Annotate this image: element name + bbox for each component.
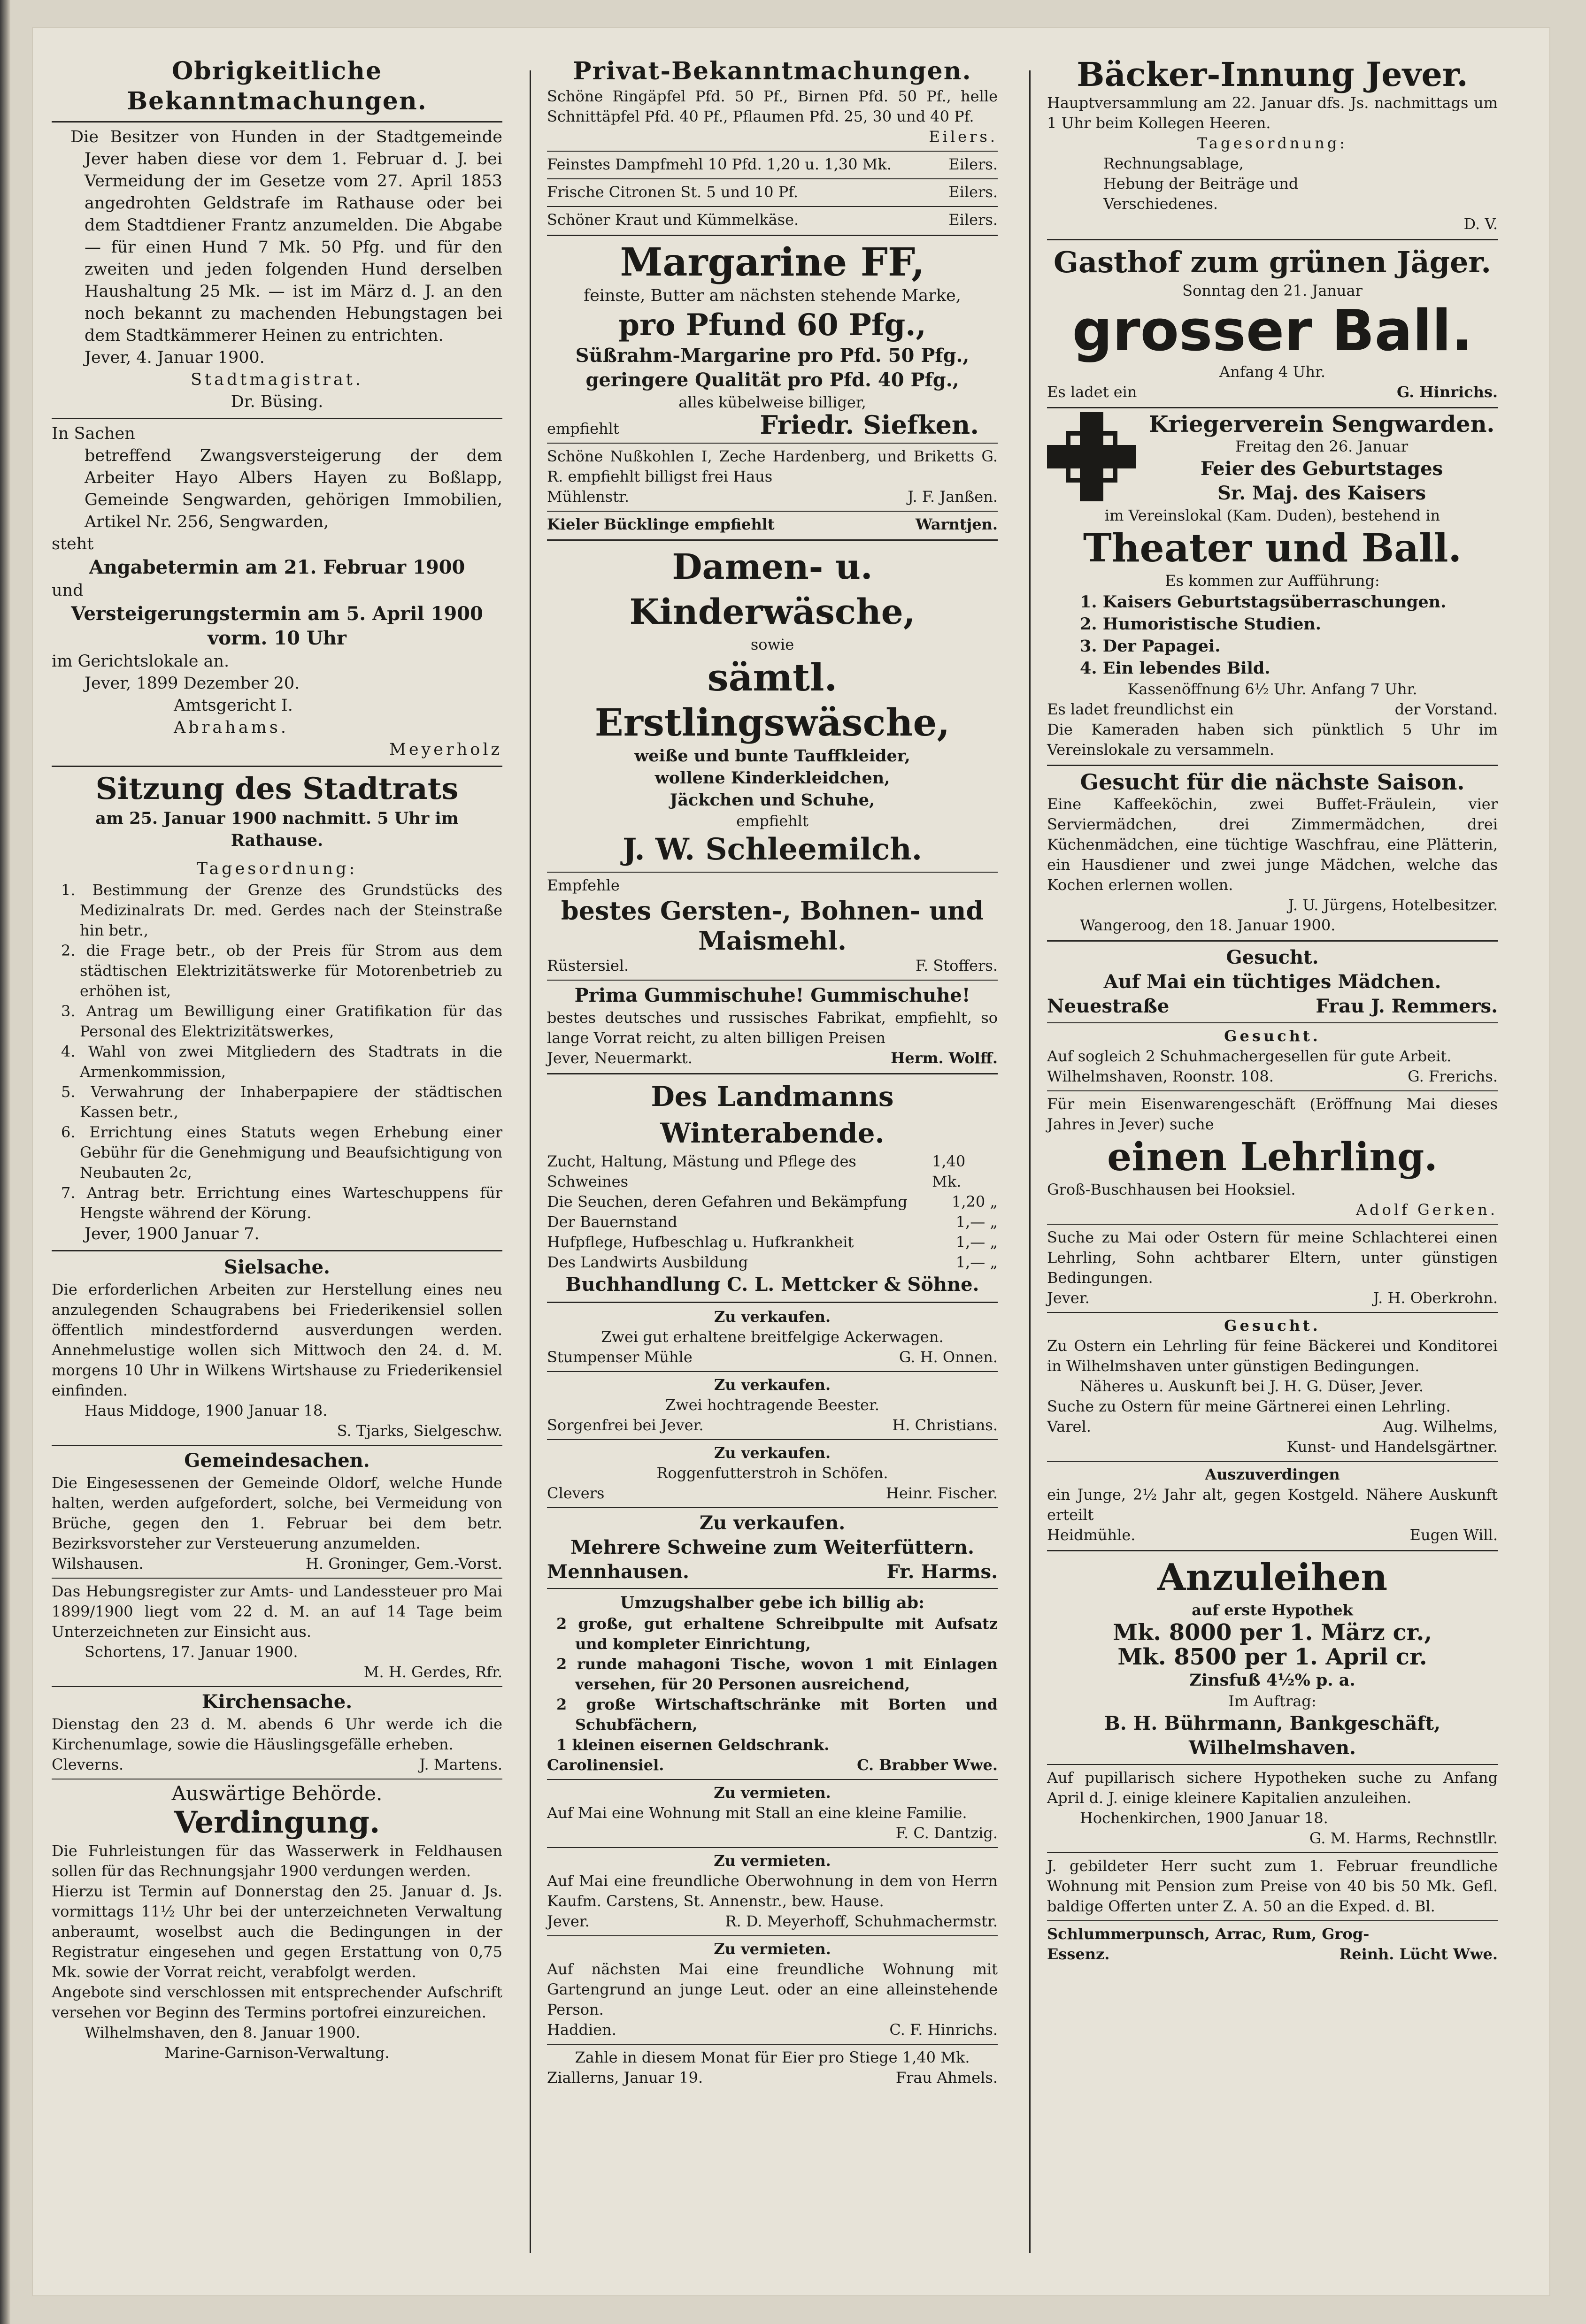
auction-time: vorm. 10 Uhr	[208, 627, 346, 649]
inn-ball: grosser Ball.	[1072, 299, 1473, 364]
baker-guild-agenda	[1047, 153, 1498, 214]
auction-court: Amtsgericht I.	[174, 696, 293, 715]
linen-seller: J. W. Schleemilch.	[623, 832, 922, 867]
gardener-title: Kunst- und Handelsgärtner.	[1286, 1438, 1498, 1456]
lemon-ad-signature: Eilers.	[948, 183, 998, 201]
moving-sale-signature-row	[547, 1755, 998, 1775]
punch-ad-essenz: Essenz.	[1047, 1945, 1110, 1963]
tender-date: Wilhelmshaven, den 8. Januar 1900.	[85, 2024, 361, 2041]
book-item	[547, 1192, 998, 1212]
divider	[547, 1935, 998, 1936]
apprentice-text: Für mein Eisenwarengeschäft (Eröffnung Mai dieses Jahres in Jever) suche	[1047, 1095, 1498, 1133]
tax-register-signature: M. H. Gerdes, Rfr.	[363, 1663, 502, 1681]
mortgage-text: Auf pupillarisch sichere Hypotheken suche zu Anfang April d. J. einige kleinere Kapitalien anzuleihen.	[1047, 1769, 1498, 1807]
iron-cross-icon	[1047, 412, 1136, 501]
divider	[547, 151, 998, 152]
sale-2-text: Zwei hochtragende Beester.	[665, 1396, 879, 1414]
book-price: 1,— „	[955, 1213, 998, 1231]
baker-agenda-item: Rechnungsablage,	[1103, 154, 1244, 172]
veterans-signature-row	[1047, 699, 1498, 720]
eggs-signature-row	[547, 2068, 998, 2088]
buckling-seller: Warntjen.	[915, 515, 998, 533]
divider	[547, 1507, 998, 1508]
gardener-place: Varel.	[1047, 1418, 1091, 1435]
veterans-assembly: Die Kameraden haben sich pünktlich 5 Uhr im Vereinslokale zu versammeln.	[1047, 721, 1498, 759]
book-price: 1,40 Mk.	[932, 1152, 966, 1190]
coal-place: Mühlenstr.	[547, 488, 629, 506]
veterans-heading: Kriegerverein Sengwarden.	[1148, 412, 1495, 437]
moving-sale-item: 2 runde mahagoni Tische, wovon 1 mit Einlagen versehen, für 20 Personen ausreichend,	[556, 1655, 998, 1693]
sale-2-heading: Zu verkaufen.	[714, 1376, 831, 1394]
divider	[52, 766, 502, 767]
column-2	[547, 56, 998, 2088]
veterans-theater-ball: Theater und Ball.	[1083, 526, 1462, 571]
flour2-place: Rüstersiel.	[547, 957, 629, 974]
rent-2-place: Jever.	[547, 1912, 590, 1930]
auction-judge: Abrahams.	[174, 718, 289, 737]
tender-text-3: Angebote sind verschlossen mit entsprechender Aufschrift versehen vor Beginn des Termins portofrei einzureichen.	[52, 1983, 502, 2021]
dog-tax-signature: Dr. Büsing.	[231, 392, 323, 411]
wanted-season-signature: J. U. Jürgens, Hotelbesitzer.	[1288, 896, 1498, 914]
wanted-baker-info: Näheres u. Auskunft bei J. H. G. Düser, Jever.	[1080, 1377, 1424, 1395]
book-price: 1,20 „	[952, 1193, 998, 1211]
wanted-baker-heading: Gesucht.	[1224, 1317, 1321, 1335]
book-title: Hufpflege, Hufbeschlag u. Hufkrankheit	[547, 1233, 854, 1251]
baker-guild-heading: Bäcker-Innung Jever.	[1077, 55, 1468, 94]
sale-3-heading: Zu verkaufen.	[714, 1444, 831, 1462]
inn-invite: Es ladet ein	[1047, 383, 1137, 401]
loan-on-behalf: Im Auftrag:	[1228, 1692, 1317, 1710]
wanted-maid-heading: Gesucht.	[1226, 946, 1319, 968]
veterans-times: Kassenöffnung 6½ Uhr. Anfang 7 Uhr.	[1127, 680, 1417, 698]
sluice-heading: Sielsache.	[224, 1256, 330, 1278]
loan-heading: Anzuleihen	[1157, 1556, 1388, 1599]
baker-guild-agenda-label: Tagesordnung:	[1197, 134, 1347, 152]
council-session-heading: Sitzung des Stadtrats	[95, 771, 459, 806]
council-agenda-list	[52, 880, 502, 1223]
sale-1-signature-row	[547, 1347, 998, 1367]
wanted-maid-signature-row	[1047, 994, 1498, 1019]
sale-4-place: Mennhausen.	[547, 1561, 689, 1583]
auction-date: Jever, 1899 Dezember 20.	[85, 674, 300, 693]
dog-tax-office: Stadtmagistrat.	[191, 370, 363, 389]
book-item	[547, 1212, 998, 1232]
divider	[1047, 239, 1498, 240]
wanted-maid-place: Neuestraße	[1047, 995, 1170, 1017]
divider	[1047, 1550, 1498, 1551]
divider	[52, 1686, 502, 1687]
book-title: Die Seuchen, deren Gefahren und Bekämpfung	[547, 1193, 908, 1211]
council-date: Jever, 1900 Januar 7.	[85, 1225, 260, 1243]
moving-sale-place: Carolinensiel.	[547, 1756, 664, 1774]
flour2-seller: F. Stoffers.	[915, 957, 998, 974]
sale-4-signature-row	[547, 1560, 998, 1584]
church-signer: J. Martens.	[419, 1756, 502, 1773]
inn-date: Sonntag den 21. Januar	[1182, 282, 1363, 299]
linen-heading-2: sämtl. Erstlingswäsche,	[594, 655, 950, 744]
sale-1-text: Zwei gut erhaltene breitfelgige Ackerwagen.	[601, 1328, 944, 1346]
municipal-signer: H. Groninger, Gem.-Vorst.	[305, 1555, 502, 1572]
sale-2-seller: H. Christians.	[892, 1416, 998, 1434]
divider	[52, 1250, 502, 1251]
wanted-maid-employer: Frau J. Remmers.	[1316, 995, 1498, 1017]
divider	[547, 511, 998, 512]
book-title: Zucht, Haltung, Mästung und Pflege des Schweines	[547, 1152, 856, 1190]
veterans-board: der Vorstand.	[1394, 700, 1498, 718]
butcher-apprentice-text: Suche zu Mai oder Ostern für meine Schlachterei einen Lehrling, Sohn achtbarer Eltern, unter günstigen Bedingungen.	[1047, 1228, 1498, 1287]
divider	[1047, 1852, 1498, 1853]
linen-line-3: Jäckchen und Schuhe,	[670, 790, 875, 810]
program-item: 1. Kaisers Geburtstagsüberraschungen.	[1080, 592, 1447, 612]
moving-sale-item: 2 große, gut erhaltene Schreibpulte mit Aufsatz und kompleter Einrichtung,	[556, 1615, 998, 1653]
divider	[547, 206, 998, 207]
punch-ad-signature-row	[1047, 1944, 1498, 1964]
inn-heading: Gasthof zum grünen Jäger.	[1054, 245, 1491, 279]
divider	[1047, 1224, 1498, 1225]
farmer-books-heading: Des Landmanns Winterabende.	[651, 1081, 894, 1149]
divider	[547, 2044, 998, 2045]
margarine-seller: Friedr. Siefken.	[760, 410, 979, 440]
veterans-line-2: Feier des Geburtstages	[1200, 458, 1443, 480]
sale-1-heading: Zu verkaufen.	[714, 1308, 831, 1326]
punch-ad-seller: Reinh. Lücht Wwe.	[1339, 1945, 1498, 1963]
private-notices-heading: Privat-Bekanntmachungen.	[573, 57, 972, 85]
butcher-place: Jever.	[1047, 1289, 1090, 1307]
official-notices-heading: Obrigkeitliche Bekanntmachungen.	[127, 57, 427, 115]
page-binding-edge	[0, 0, 10, 2324]
program-item: 4. Ein lebendes Bild.	[1080, 659, 1270, 678]
wanted-shoemaker-signature-row	[1047, 1066, 1498, 1087]
rent-3-landlord: C. F. Hinrichs.	[889, 2021, 998, 2039]
agenda-item: 6. Errichtung eines Statuts wegen Erhebung einer Gebühr für die Genehmigung und Beaufsichtigung von Neubauten 2c,	[61, 1123, 502, 1181]
gardener-text: Suche zu Ostern für meine Gärtnerei einen Lehrling.	[1047, 1397, 1451, 1415]
divider	[1047, 1312, 1498, 1313]
church-heading: Kirchensache.	[201, 1691, 353, 1713]
coal-signature-row	[547, 487, 998, 507]
eggs-buyer: Frau Ahmels.	[895, 2069, 998, 2086]
agenda-item: 3. Antrag um Bewilligung einer Gratifikation für das Personal des Elektrizitätswerkes,	[61, 1002, 502, 1040]
book-title: Der Bauernstand	[547, 1213, 678, 1231]
column-divider-1	[530, 70, 531, 2253]
column-divider-2	[1029, 70, 1031, 2253]
lemon-ad	[547, 182, 998, 202]
divider	[1047, 1090, 1498, 1091]
rent-1-heading: Zu vermieten.	[714, 1784, 831, 1802]
column-3	[1047, 56, 1498, 1964]
gardener-signature-row	[1047, 1417, 1498, 1437]
apprentice-signature: Adolf Gerken.	[1355, 1201, 1498, 1219]
divider	[547, 1847, 998, 1848]
rent-2-heading: Zu vermieten.	[714, 1852, 831, 1870]
sale-4-heading: Zu verkaufen.	[699, 1512, 846, 1534]
sale-3-signature-row	[547, 1483, 998, 1503]
rent-1-text: Auf Mai eine Wohnung mit Stall an eine kleine Familie.	[547, 1804, 967, 1822]
sale-2-place: Sorgenfrei bei Jever.	[547, 1416, 704, 1434]
auction-steht: steht	[52, 535, 94, 553]
inn-host: G. Hinrichs.	[1396, 383, 1498, 401]
veterans-location: im Vereinslokal (Kam. Duden), bestehend in	[1104, 506, 1440, 524]
rent-3-text: Auf nächsten Mai eine freundliche Wohnung mit Gartengrund an junge Leut. oder an eine alleinstehende Person.	[547, 1960, 998, 2018]
divider	[1047, 1022, 1498, 1023]
council-session-date: am 25. Januar 1900 nachmitt. 5 Uhr im Rathause.	[95, 809, 459, 850]
flour2-signature-row	[547, 956, 998, 976]
sale-3-seller: Heinr. Fischer.	[885, 1484, 998, 1502]
agenda-item: 5. Verwahrung der Inhaberpapiere der städtischen Kassen betr.,	[61, 1083, 502, 1121]
municipal-heading: Gemeindesachen.	[184, 1450, 370, 1472]
gardener-employer: Aug. Wilhelms,	[1383, 1418, 1498, 1435]
rubber-shoes-heading: Prima Gummischuhe! Gummischuhe!	[574, 984, 970, 1006]
sluice-date: Haus Middoge, 1900 Januar 18.	[85, 1402, 328, 1419]
auction-clerk: Meyerholz	[389, 740, 502, 759]
tender-signature: Marine-Garnison-Verwaltung.	[164, 2044, 390, 2062]
rent-2-signature-row	[547, 1911, 998, 1932]
church-text: Dienstag den 23 d. M. abends 6 Uhr werde ich die Kirchenumlage, sowie die Häuslingsgefälle erheben.	[52, 1715, 502, 1753]
fruit-ad-signature: Eilers.	[929, 128, 998, 146]
dog-tax-date: Jever, 4. Januar 1900.	[85, 348, 265, 367]
sale-1-seller: G. H. Onnen.	[899, 1348, 998, 1366]
divider	[547, 1302, 998, 1303]
divider	[1047, 765, 1498, 766]
agenda-item: 4. Wahl von zwei Mitgliedern des Stadtrats in die Armenkommission,	[61, 1043, 502, 1081]
wanted-shoemaker-place: Wilhelmshaven, Roonstr. 108.	[1047, 1067, 1274, 1085]
margarine-line-4: geringere Qualität pro Pfd. 40 Pfg.,	[585, 369, 959, 391]
flour2-heading: bestes Gersten-, Bohnen- und Maismehl.	[561, 896, 984, 956]
divider	[547, 1588, 998, 1589]
wanted-shoemaker-employer: G. Frerichs.	[1408, 1067, 1498, 1085]
tax-register-date: Schortens, 17. Januar 1900.	[85, 1643, 298, 1661]
auction-und: und	[52, 581, 84, 600]
baker-guild-text: Hauptversammlung am 22. Januar dfs. Js. nachmittags um 1 Uhr beim Kollegen Heeren.	[1047, 94, 1498, 132]
rubber-shoes-seller: Herm. Wolff.	[891, 1049, 998, 1067]
apprentice-heading: einen Lehrling.	[1107, 1135, 1438, 1180]
auction-subject: betreffend Zwangsversteigerung der dem Arbeiter Hayo Albers Hayen zu Boßlapp, Gemeinde Sengwarden, gehörigen Immobilien, Artikel Nr. 256, Sengwarden,	[85, 446, 502, 531]
flour2-intro: Empfehle	[547, 876, 620, 894]
agenda-item: 1. Bestimmung der Grenze des Grundstücks des Medizinalrats Dr. med. Gerdes nach der Steinstraße hin betr.,	[61, 881, 502, 939]
flour-ad-text: Feinstes Dampfmehl 10 Pfd. 1,20 u. 1,30 Mk.	[547, 155, 892, 173]
margarine-signature-row	[547, 410, 998, 440]
book-price: 1,— „	[955, 1233, 998, 1251]
auction-date-1: Angabetermin am 21. Februar 1900	[89, 556, 465, 578]
loan-line-2: Mk. 8000 per 1. März cr.,	[1112, 1619, 1432, 1646]
external-authority-heading: Auswärtige Behörde.	[171, 1782, 383, 1805]
divider	[52, 1445, 502, 1446]
inn-start: Anfang 4 Uhr.	[1219, 363, 1325, 381]
divider	[52, 418, 502, 419]
program-item: 3. Der Papagei.	[1080, 637, 1221, 656]
margarine-empfiehlt: empfiehlt	[547, 420, 619, 437]
sale-1-place: Stumpenser Mühle	[547, 1348, 693, 1366]
tax-register-text: Das Hebungsregister zur Amts- und Landessteuer pro Mai 1899/1900 liegt vom 22 d. M. an auf 14 Tage beim Unterzeichneten zur Einsicht aus.	[52, 1582, 502, 1641]
buckling-text: Kieler Bücklinge empfiehlt	[547, 515, 775, 533]
linen-line-1: weiße und bunte Tauffkleider,	[634, 746, 910, 766]
sale-4-seller: Fr. Harms.	[886, 1561, 998, 1583]
eggs-ad: Zahle in diesem Monat für Eier pro Stiege 1,40 Mk.	[575, 2048, 970, 2066]
auction-intro: In Sachen	[52, 424, 135, 443]
divider	[52, 121, 502, 123]
foster-heading: Auszuverdingen	[1205, 1465, 1340, 1483]
loan-bank: B. H. Bührmann, Bankgeschäft,	[1104, 1712, 1441, 1734]
coal-ad: Schöne Nußkohlen I, Zeche Hardenberg, und Briketts G. R. empfiehlt billigst frei Haus	[547, 447, 998, 485]
moving-sale-seller: C. Brabber Wwe.	[857, 1756, 998, 1774]
agenda-item: 2. die Frage betr., ob der Preis für Strom aus dem städtischen Elektrizitätswerke für Motorenbetrieb zu erhöhen ist,	[61, 942, 502, 1000]
linen-line-2: wollene Kinderkleidchen,	[654, 768, 890, 788]
sluice-text: Die erforderlichen Arbeiten zur Herstellung eines neu anzulegenden Schaugrabens bei Friederikensiel sollen öffentlich mindestfordernd ausverdungen werden. Annehmelustige wollen sich Mittwoch den 24. d. M. morgens 10 Uhr in Wilkens Wirtshause zu Friederikensiel einfinden.	[52, 1281, 502, 1399]
divider	[547, 1779, 998, 1780]
divider	[547, 539, 998, 541]
sluice-signature: S. Tjarks, Sielgeschw.	[337, 1422, 502, 1440]
eggs-place: Ziallerns, Januar 19.	[547, 2069, 703, 2086]
loan-interest: Zinsfuß 4½% p. a.	[1189, 1671, 1355, 1690]
cheese-ad-text: Schöner Kraut und Kümmelkäse.	[547, 211, 799, 229]
rubber-shoes-text: bestes deutsches und russisches Fabrikat, empfiehlt, so lange Vorrat reicht, zu alten billigen Preisen	[547, 1009, 998, 1047]
farmer-books-list	[547, 1151, 998, 1273]
bookshop-signature: Buchhandlung C. L. Mettcker & Söhne.	[565, 1273, 979, 1296]
tender-text-2: Hierzu ist Termin auf Donnerstag den 25. Januar d. Js. vormittags 11½ Uhr bei der unterzeichneten Verwaltung anberaumt, woselbst auch die Bedingungen in der Registratur eingesehen und gegen Erstattung von 0,75 Mk. sowie der Vorrat reicht, verabfolgt werden.	[52, 1882, 502, 1981]
margarine-price: pro Pfund 60 Pfg.,	[618, 307, 926, 343]
veterans-block	[1047, 412, 1498, 506]
butcher-employer: J. H. Oberkrohn.	[1373, 1289, 1498, 1307]
wanted-maid-text: Auf Mai ein tüchtiges Mädchen.	[1103, 971, 1441, 993]
lodging-text: J. gebildeter Herr sucht zum 1. Februar freundliche Wohnung mit Pension zum Preise von 40 bis 50 Mk. Gefl. baldige Offerten unter Z. A. 50 an die Exped. d. Bl.	[1047, 1857, 1498, 1915]
divider	[52, 1578, 502, 1579]
council-agenda-label: Tagesordnung:	[196, 859, 358, 878]
mortgage-signature: G. M. Harms, Rechnstllr.	[1309, 1829, 1498, 1847]
sale-4-text: Mehrere Schweine zum Weiterfüttern.	[570, 1536, 974, 1558]
municipal-signature-row	[52, 1554, 502, 1574]
foster-text: ein Junge, 2½ Jahr alt, gegen Kostgeld. Nähere Auskunft erteilt	[1047, 1486, 1498, 1524]
column-1	[52, 56, 502, 2063]
cheese-ad-signature: Eilers.	[948, 211, 998, 229]
coal-seller: J. F. Janßen.	[908, 488, 998, 506]
rent-3-place: Haddien.	[547, 2021, 616, 2039]
sale-3-place: Clevers	[547, 1484, 605, 1502]
loan-city: Wilhelmshaven.	[1189, 1737, 1356, 1759]
veterans-invite: Es ladet freundlichst ein	[1047, 700, 1234, 718]
municipal-place: Wilshausen.	[52, 1555, 144, 1572]
butcher-signature-row	[1047, 1288, 1498, 1308]
loan-line-3: Mk. 8500 per 1. April cr.	[1117, 1644, 1427, 1670]
divider	[547, 178, 998, 179]
sale-3-text: Roggenfutterstroh in Schöfen.	[656, 1464, 888, 1482]
moving-sale-list	[547, 1614, 998, 1755]
foster-signature-row	[1047, 1525, 1498, 1545]
sale-2-signature-row	[547, 1415, 998, 1435]
program-item: 2. Humoristische Studien.	[1080, 614, 1321, 634]
buckling-ad	[547, 514, 998, 535]
book-item	[547, 1232, 998, 1252]
foster-contact: Eugen Will.	[1409, 1526, 1498, 1544]
linen-heading: Damen- u. Kinderwäsche,	[629, 547, 916, 632]
divider	[547, 872, 998, 873]
auction-location: im Gerichtslokale an.	[52, 652, 230, 671]
agenda-item: 7. Antrag betr. Errichtung eines Warteschuppens für Hengste während der Körung.	[61, 1184, 502, 1222]
church-signature-row	[52, 1755, 502, 1775]
church-place: Cleverns.	[52, 1756, 124, 1773]
wanted-season-text: Eine Kaffeeköchin, zwei Buffet-Fräulein, vier Serviermädchen, drei Zimmermädchen, drei Küchenmädchen, eine tüchtige Waschfrau, eine Plätterin, ein Hausdiener und zwei junge Mädchen, welche das Kochen erlernen wollen.	[1047, 795, 1498, 894]
margarine-line-1: feinste, Butter am nächsten stehende Marke,	[584, 286, 961, 305]
foster-place: Heidmühle.	[1047, 1526, 1136, 1544]
wanted-season-date: Wangeroog, den 18. Januar 1900.	[1080, 916, 1336, 934]
margarine-line-5: alles kübelweise billiger,	[678, 393, 866, 411]
wanted-baker-text: Zu Ostern ein Lehrling für feine Bäckerei und Konditorei in Wilhelmshaven unter günstigen Bedingungen.	[1047, 1337, 1498, 1375]
divider	[547, 235, 998, 236]
wanted-shoemaker-heading: Gesucht.	[1224, 1027, 1321, 1045]
linen-sowie: sowie	[750, 636, 794, 653]
baker-agenda-item: Hebung der Beiträge und	[1103, 175, 1299, 192]
auction-date-2: Versteigerungstermin am 5. April 1900	[71, 603, 483, 625]
moving-sale-heading: Umzugshalber gebe ich billig ab:	[620, 1593, 925, 1612]
book-item	[547, 1252, 998, 1273]
margarine-line-3: Süßrahm-Margarine pro Pfd. 50 Pfg.,	[575, 345, 970, 367]
divider	[547, 980, 998, 981]
mortgage-date: Hochenkirchen, 1900 Januar 18.	[1080, 1809, 1328, 1827]
tender-heading: Verdingung.	[174, 1805, 380, 1840]
linen-empfiehlt: empfiehlt	[736, 812, 808, 830]
wanted-season-heading: Gesucht für die nächste Saison.	[1080, 769, 1465, 795]
divider	[1047, 1920, 1498, 1921]
divider	[547, 1073, 998, 1074]
divider	[1047, 407, 1498, 408]
divider	[1047, 1764, 1498, 1765]
rubber-shoes-signature-row	[547, 1048, 998, 1068]
divider	[547, 1371, 998, 1372]
book-title: Des Landwirts Ausbildung	[547, 1253, 748, 1271]
veterans-program-label: Es kommen zur Aufführung:	[1165, 572, 1380, 590]
veterans-program	[1047, 591, 1498, 679]
divider	[547, 443, 998, 444]
rent-2-landlord: R. D. Meyerhoff, Schuhmachermstr.	[725, 1912, 998, 1930]
rent-3-signature-row	[547, 2020, 998, 2040]
margarine-heading: Margarine FF,	[620, 240, 925, 285]
moving-sale-item: 2 große Wirtschaftschränke mit Borten und Schubfächern,	[556, 1695, 998, 1733]
flour-ad	[547, 154, 998, 175]
baker-guild-signature: D. V.	[1463, 215, 1498, 233]
apprentice-place: Groß-Buschhausen bei Hooksiel.	[1047, 1181, 1296, 1198]
inn-signature-row	[1047, 382, 1498, 402]
lemon-ad-text: Frische Citronen St. 5 und 10 Pf.	[547, 183, 799, 201]
veterans-line-3: Sr. Maj. des Kaisers	[1217, 482, 1426, 504]
moving-sale-item: 1 kleinen eisernen Geldschrank.	[556, 1736, 830, 1754]
divider	[547, 1439, 998, 1440]
municipal-text: Die Eingesessenen der Gemeinde Oldorf, welche Hunde halten, werden aufgefordert, solche, bei Vermeidung von Brüche, gegen den 1. Februar bei dem betr. Bezirksvorsteher zur Versteuerung anzumelden.	[52, 1474, 502, 1552]
rent-3-heading: Zu vermieten.	[714, 1940, 831, 1958]
wanted-shoemaker-text: Auf sogleich 2 Schuhmachergesellen für gute Arbeit.	[1047, 1047, 1452, 1065]
tender-text-1: Die Fuhrleistungen für das Wasserwerk in Feldhausen sollen für das Rechnungsjahr 1900 verdungen werden.	[52, 1842, 502, 1880]
rent-2-text: Auf Mai eine freundliche Oberwohnung in dem von Herrn Kaufm. Carstens, St. Annenstr., bew. Hause.	[547, 1872, 998, 1910]
book-item	[547, 1151, 998, 1192]
divider	[1047, 1461, 1498, 1462]
flour-ad-signature: Eilers.	[948, 155, 998, 173]
loan-line-1: auf erste Hypothek	[1192, 1601, 1353, 1619]
cheese-ad	[547, 210, 998, 230]
rent-1-signature: F. C. Dantzig.	[895, 1824, 998, 1842]
veterans-date: Freitag den 26. Januar	[1235, 437, 1409, 455]
fruit-ad: Schöne Ringäpfel Pfd. 50 Pf., Birnen Pfd. 50 Pf., helle Schnittäpfel Pfd. 40 Pf., Pflaumen Pfd. 25, 30 und 40 Pf.	[547, 87, 998, 125]
dog-tax-notice: Die Besitzer von Hunden in der Stadtgemeinde Jever haben diese vor dem 1. Februar d. J. bei Vermeidung der im Gesetze vom 27. April 1853 angedrohten Geldstrafe im Rathause oder bei dem Stadtdiener Frantz anzumelden. Die Abgabe — für einen Hund 7 Mk. 50 Pfg. und für den zweiten und jeden folgenden Hund derselben Haushaltung 25 Mk. — ist im März d. J. an den noch bekannt zu machenden Hebungstagen bei dem Stadtkämmerer Heinen zu entrichten.	[70, 128, 502, 345]
divider	[1047, 940, 1498, 942]
book-price: 1,— „	[955, 1253, 998, 1271]
rubber-shoes-place: Jever, Neuermarkt.	[547, 1049, 693, 1067]
punch-ad-line-1: Schlummerpunsch, Arrac, Rum, Grog-	[1047, 1925, 1370, 1943]
baker-agenda-item: Verschiedenes.	[1103, 195, 1218, 213]
